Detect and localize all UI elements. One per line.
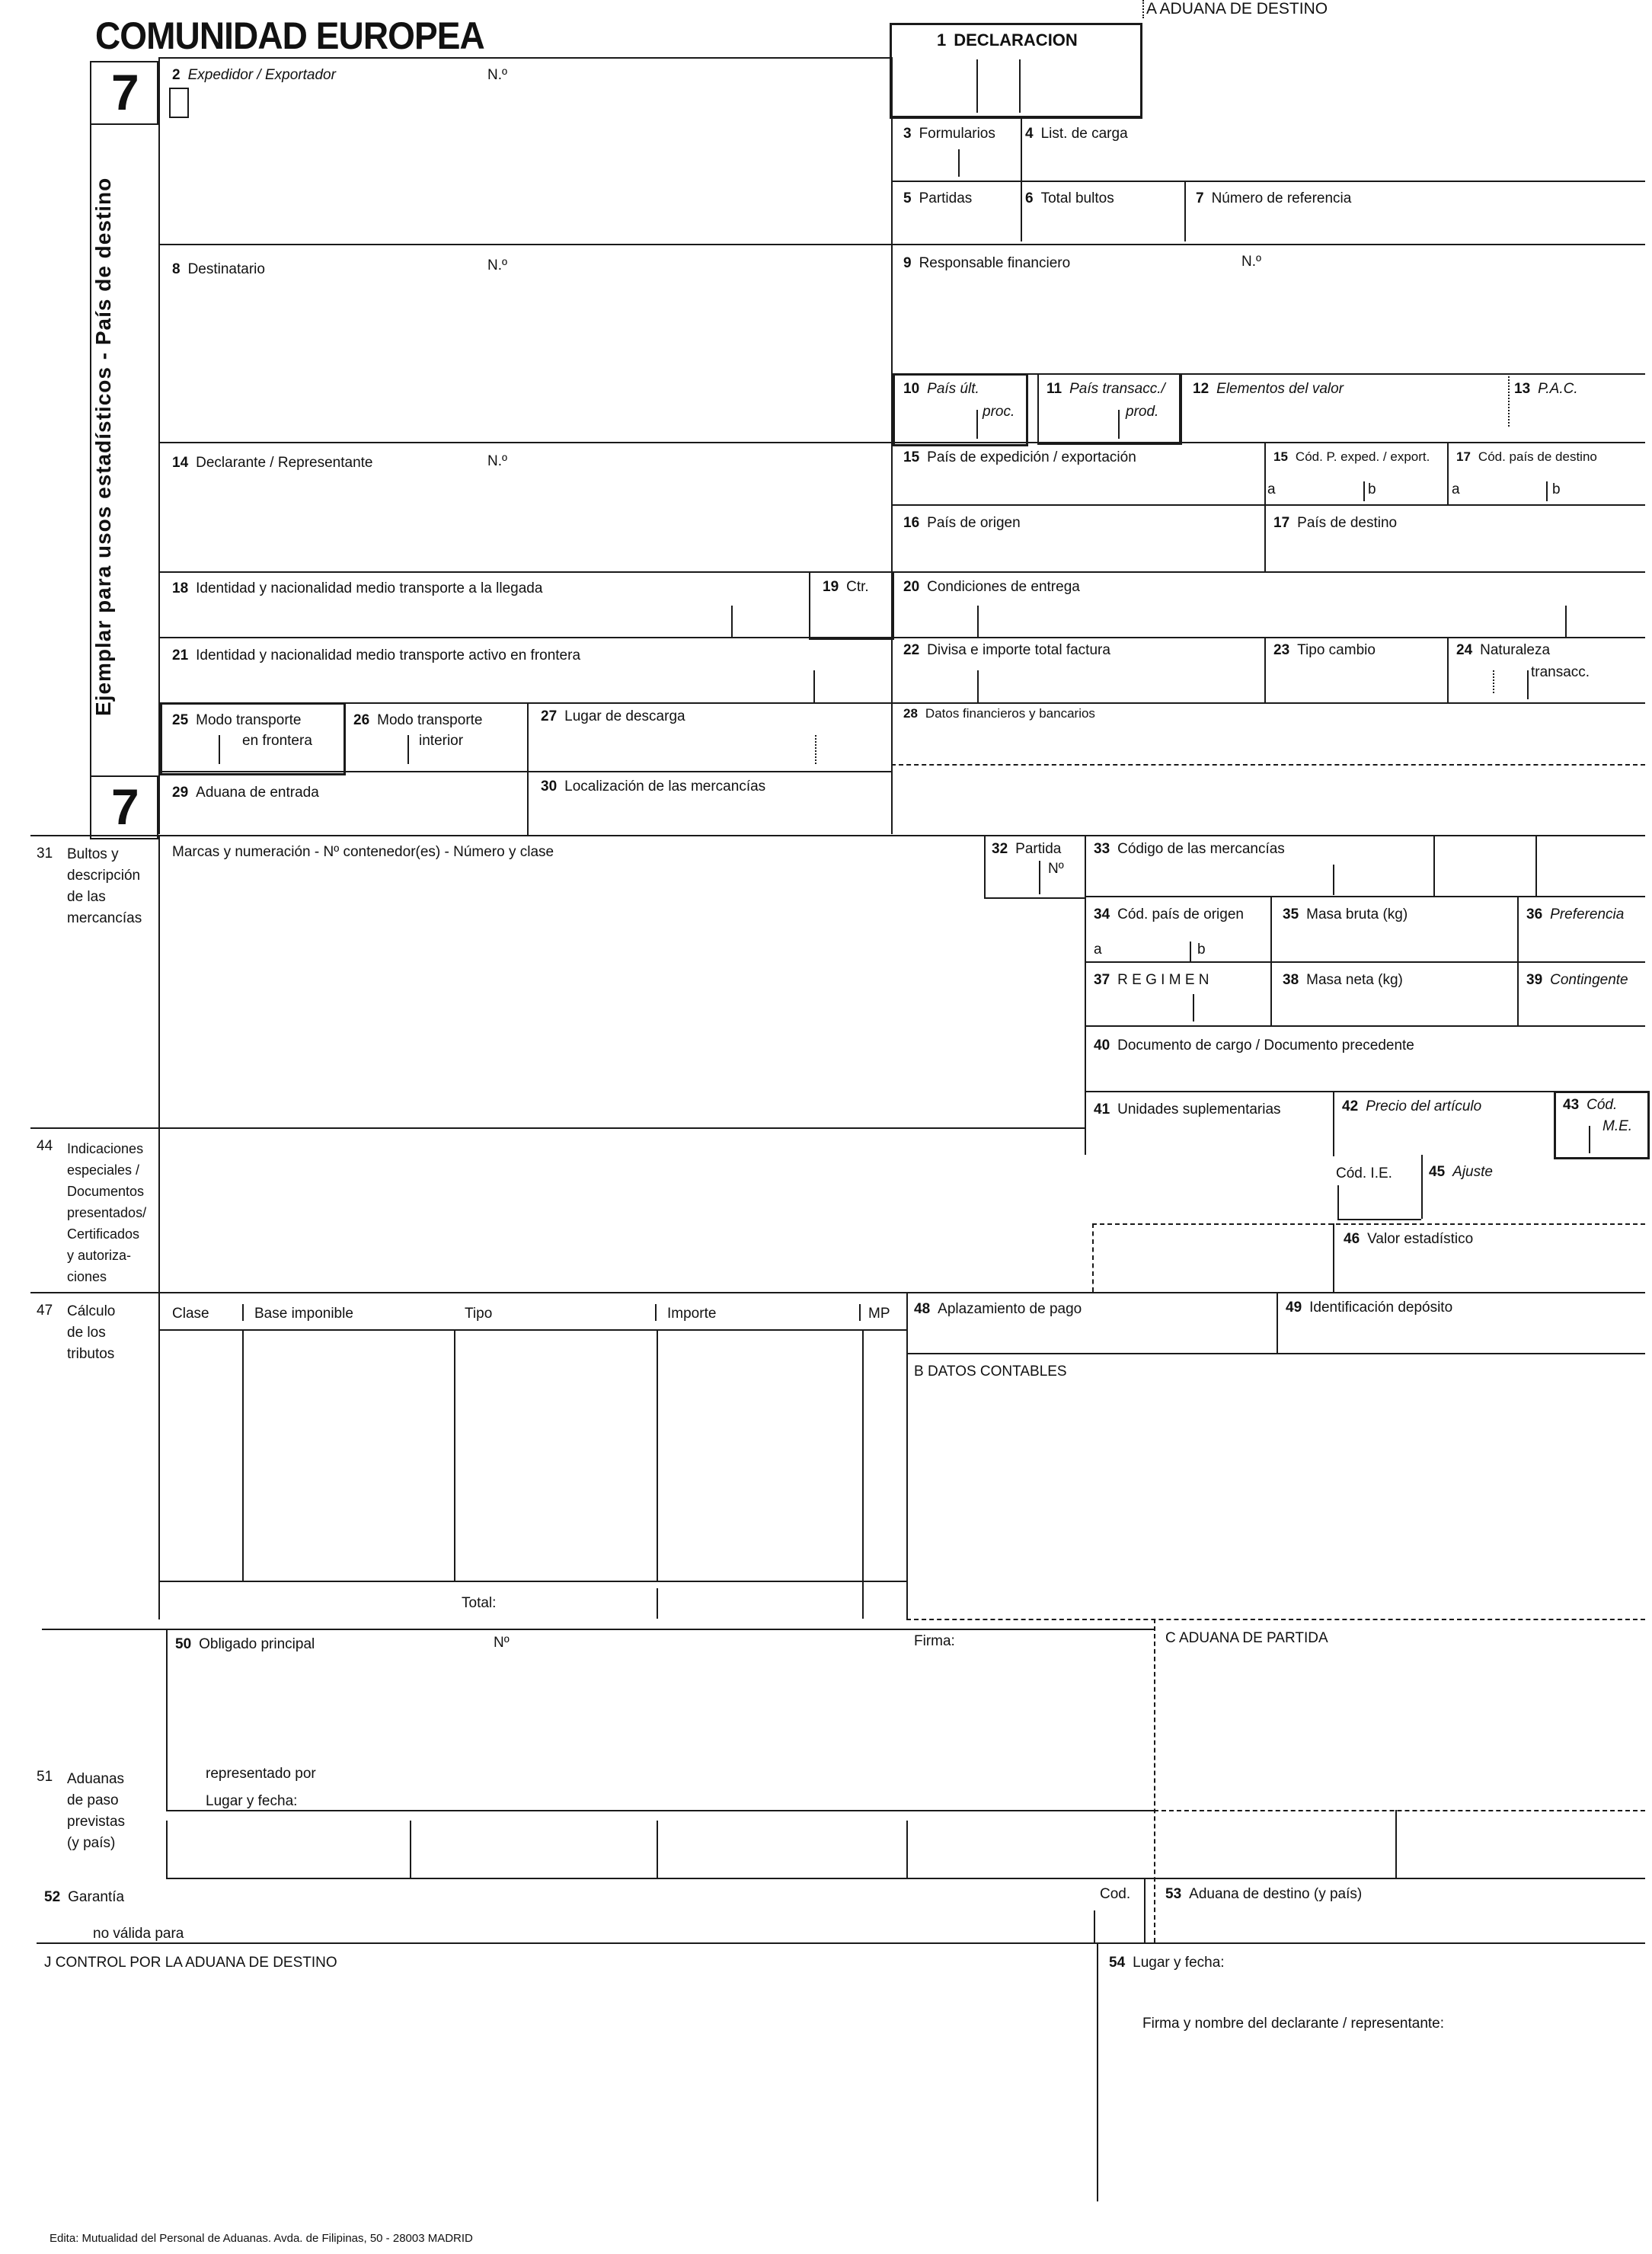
field-33-label: 33 Código de las mercancías bbox=[1094, 841, 1285, 857]
field-15-label: 15 País de expedición / exportación bbox=[903, 449, 1136, 465]
field-31-num: 31 bbox=[37, 846, 53, 862]
field-17-b: b bbox=[1552, 481, 1561, 497]
field-24-label2: transacc. bbox=[1531, 664, 1590, 680]
field-31-label: Bultos y descripción de las mercancías bbox=[67, 846, 142, 926]
field-26-label2: interior bbox=[419, 733, 464, 749]
field-41-label: 41 Unidades suplementarias bbox=[1094, 1101, 1281, 1117]
field-12-label: 12 Elementos del valor bbox=[1193, 381, 1344, 397]
field-17-label: 17 País de destino bbox=[1273, 515, 1398, 531]
field-11-label: 11 País transacc./ bbox=[1046, 381, 1165, 397]
field-35-label: 35 Masa bruta (kg) bbox=[1283, 906, 1408, 922]
field-31-marks-label: Marcas y numeración - Nº contenedor(es) - Número y clase bbox=[172, 844, 554, 860]
field-2-label: 2 Expedidor / Exportador bbox=[172, 67, 336, 83]
field-34-b: b bbox=[1197, 942, 1206, 958]
field-37-label: 37 R E G I M E N bbox=[1094, 972, 1209, 988]
box-b-label: B DATOS CONTABLES bbox=[914, 1364, 1067, 1380]
field-54-label: 54 Lugar y fecha: bbox=[1109, 1955, 1225, 1971]
field-40-label: 40 Documento de cargo / Documento precedente bbox=[1094, 1037, 1414, 1053]
field-43-label2: M.E. bbox=[1602, 1118, 1633, 1134]
cod-ie-label: Cód. I.E. bbox=[1336, 1165, 1392, 1181]
field-48-label: 48 Aplazamiento de pago bbox=[914, 1301, 1082, 1317]
field-44-num: 44 bbox=[37, 1138, 53, 1154]
field-15-a: a bbox=[1267, 481, 1276, 497]
field-15-code-label: 15 Cód. P. exped. / export. bbox=[1273, 449, 1430, 464]
tax-col-mp: MP bbox=[868, 1306, 890, 1322]
field-25-label: 25 Modo transporte bbox=[172, 712, 302, 728]
vertical-copy-label: Ejemplar para usos estadísticos - País de destino bbox=[91, 177, 115, 716]
field-11-label2: prod. bbox=[1126, 404, 1159, 420]
field-47-label: Cálculo de los tributos bbox=[67, 1303, 116, 1362]
field-15-b: b bbox=[1368, 481, 1376, 497]
field-38-label: 38 Masa neta (kg) bbox=[1283, 972, 1403, 988]
field-2-checkbox[interactable] bbox=[169, 88, 189, 118]
field-19-label: 19 Ctr. bbox=[823, 579, 869, 595]
tax-col-base: Base imponible bbox=[254, 1306, 353, 1322]
field-44-label: Indicaciones especiales / Documentos presentados/ Certificados y autoriza- ciones bbox=[67, 1141, 147, 1284]
field-14-label: 14 Declarante / Representante bbox=[172, 455, 373, 471]
field-34-a: a bbox=[1094, 942, 1102, 958]
copy-number: 7 bbox=[111, 64, 139, 120]
field-18-label: 18 Identidad y nacionalidad medio transporte a la llegada bbox=[172, 580, 543, 596]
field-8-label: 8 Destinatario bbox=[172, 261, 265, 277]
field-53-label: 53 Aduana de destino (y país) bbox=[1165, 1886, 1363, 1902]
field-3-label: 3 Formularios bbox=[903, 126, 995, 142]
field-36-label: 36 Preferencia bbox=[1526, 906, 1625, 922]
field-22-label: 22 Divisa e importe total factura bbox=[903, 642, 1110, 658]
field-34-label: 34 Cód. país de origen bbox=[1094, 906, 1244, 922]
field-24-label: 24 Naturaleza bbox=[1456, 642, 1551, 658]
field-5-label: 5 Partidas bbox=[903, 190, 973, 206]
field-45-label: 45 Ajuste bbox=[1429, 1164, 1493, 1180]
field-2-no: N.º bbox=[487, 67, 507, 83]
tax-col-clase: Clase bbox=[172, 1306, 209, 1322]
field-26-label: 26 Modo transporte bbox=[353, 712, 483, 728]
field-51-num: 51 bbox=[37, 1769, 53, 1785]
field-42-label: 42 Precio del artículo bbox=[1342, 1098, 1482, 1114]
box-j-label: J CONTROL POR LA ADUANA DE DESTINO bbox=[44, 1955, 337, 1971]
field-14-no: N.º bbox=[487, 453, 507, 469]
field-13-label: 13 P.A.C. bbox=[1514, 381, 1578, 397]
field-32-label: 32 Partida bbox=[992, 841, 1062, 857]
field-17-code-label: 17 Cód. país de destino bbox=[1456, 449, 1597, 464]
field-16-label: 16 País de origen bbox=[903, 515, 1021, 531]
field-17-a: a bbox=[1452, 481, 1460, 497]
field-10-label2: proc. bbox=[983, 404, 1015, 420]
form-title: COMUNIDAD EUROPEA bbox=[95, 14, 484, 57]
field-52-label2: no válida para bbox=[93, 1926, 184, 1942]
tax-col-tipo: Tipo bbox=[465, 1306, 493, 1322]
field-39-label: 39 Contingente bbox=[1526, 972, 1628, 988]
declaration-label: 1 DECLARACION bbox=[937, 30, 1078, 50]
field-52-label: 52 Garantía bbox=[44, 1889, 125, 1905]
field-25-label2: en frontera bbox=[242, 733, 312, 749]
field-50-lugar: Lugar y fecha: bbox=[206, 1793, 298, 1809]
box-c-label: C ADUANA DE PARTIDA bbox=[1165, 1630, 1328, 1646]
field-32-label2: Nº bbox=[1048, 861, 1064, 877]
field-23-label: 23 Tipo cambio bbox=[1273, 642, 1376, 658]
field-6-label: 6 Total bultos bbox=[1025, 190, 1114, 206]
field-9-no: N.º bbox=[1241, 254, 1261, 270]
field-50-label: 50 Obligado principal bbox=[175, 1636, 315, 1652]
field-50-rep: representado por bbox=[206, 1766, 316, 1782]
tax-total-label: Total: bbox=[462, 1595, 497, 1611]
field-20-label: 20 Condiciones de entrega bbox=[903, 579, 1080, 595]
field-7-label: 7 Número de referencia bbox=[1196, 190, 1352, 206]
field-9-label: 9 Responsable financiero bbox=[903, 255, 1071, 271]
field-43-label: 43 Cód. bbox=[1563, 1097, 1618, 1113]
field-47-num: 47 bbox=[37, 1303, 53, 1319]
field-21-label: 21 Identidad y nacionalidad medio transporte activo en frontera bbox=[172, 647, 581, 663]
field-27-label: 27 Lugar de descarga bbox=[541, 708, 685, 724]
field-8-no: N.º bbox=[487, 257, 507, 273]
field-28-label: 28 Datos financieros y bancarios bbox=[903, 706, 1095, 721]
box-a-label: A ADUANA DE DESTINO bbox=[1146, 0, 1328, 18]
field-51-label: Aduanas de paso previstas (y país) bbox=[67, 1771, 126, 1851]
tax-col-importe: Importe bbox=[667, 1306, 717, 1322]
field-number: 1 bbox=[937, 30, 947, 50]
field-50-no: Nº bbox=[494, 1635, 510, 1651]
field-49-label: 49 Identificación depósito bbox=[1286, 1300, 1453, 1316]
field-50-firma: Firma: bbox=[914, 1633, 955, 1649]
field-4-label: 4 List. de carga bbox=[1025, 126, 1128, 142]
field-10-label: 10 País últ. bbox=[903, 381, 979, 397]
publisher-footer: Edita: Mutualidad del Personal de Aduanas. Avda. de Filipinas, 50 - 28003 MADRID bbox=[50, 2232, 473, 2245]
field-54-firma: Firma y nombre del declarante / representante: bbox=[1142, 2016, 1445, 2032]
field-29-label: 29 Aduana de entrada bbox=[172, 785, 319, 801]
field-46-label: 46 Valor estadístico bbox=[1344, 1231, 1474, 1247]
field-30-label: 30 Localización de las mercancías bbox=[541, 779, 766, 794]
field-52-cod: Cod. bbox=[1100, 1886, 1131, 1902]
copy-number-bottom: 7 bbox=[111, 779, 139, 835]
